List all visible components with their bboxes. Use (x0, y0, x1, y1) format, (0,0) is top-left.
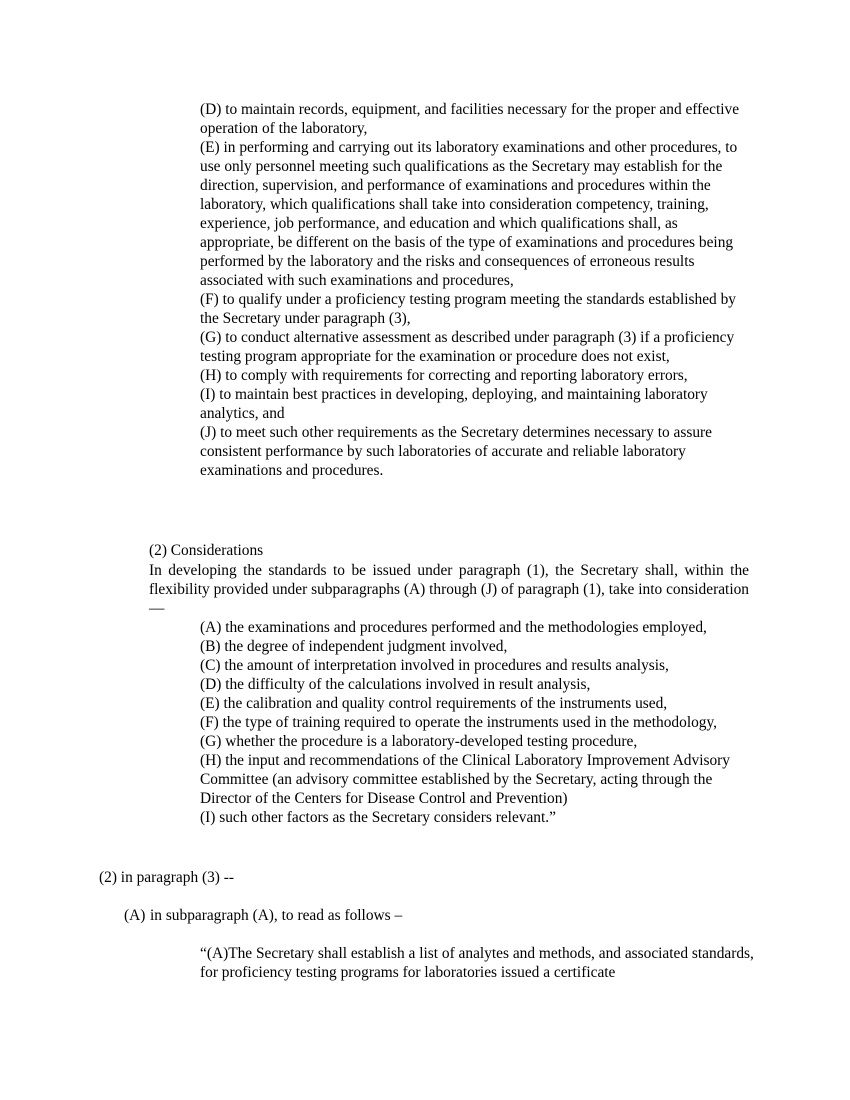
considerations-heading: (2) Considerations (149, 542, 264, 559)
item-g: (G) to conduct alternative assessment as described under paragraph (3) if a proficiency testing program appropriate for the examination or procedure does not exist, (200, 329, 735, 365)
requirements-list (200, 100, 755, 480)
item-e: (E) in performing and carrying out its laboratory examinations and other procedures, to use only personnel meeting such qualifications as the Secretary may establish for the direction, supervision, and performance of examinations and procedures within the laboratory, which qualifications shall take into consideration competency, training, experience, job performance, and education and which qualifications shall, as appropriate, be different on the basis of the type of examinations and procedures being performed by the laboratory and the risks and consequences of erroneous results associated with such examinations and procedures, (200, 139, 738, 289)
item-f: (F) to qualify under a proficiency testing program meeting the standards established by the Secretary under paragraph (3), (200, 291, 736, 327)
consideration-a: (A) the examinations and procedures performed and the methodologies employed, (200, 619, 707, 636)
amendment-subparagraph (124, 906, 402, 925)
subparagraph-text: in subparagraph (A), to read as follows – (150, 907, 403, 924)
consideration-g: (G) whether the procedure is a laboratory-developed testing procedure, (200, 733, 638, 750)
item-i: (I) to maintain best practices in developing, deploying, and maintaining laboratory analytics, and (200, 386, 708, 422)
consideration-h: (H) the input and recommendations of the Clinical Laboratory Improvement Advisory Committee (an advisory committee established by the Secretary, acting through the Director of the Centers for Disease Control and Prevention) (200, 752, 730, 807)
consideration-b: (B) the degree of independent judgment involved, (200, 638, 508, 655)
consideration-i: (I) such other factors as the Secretary considers relevant.” (200, 809, 556, 826)
quoted-amendment-text: “(A)The Secretary shall establish a list of analytes and methods, and associated standards, for proficiency testing programs for laboratories issued a certificate (200, 945, 754, 981)
consideration-f: (F) the type of training required to operate the instruments used in the methodology, (200, 714, 718, 731)
item-j: (J) to meet such other requirements as the Secretary determines necessary to assure consistent performance by such laboratories of accurate and reliable laboratory examinations and procedures. (200, 424, 712, 479)
item-d: (D) to maintain records, equipment, and facilities necessary for the proper and effective operation of the laboratory, (200, 101, 740, 137)
amendment-paragraph: (2) in paragraph (3) -- (99, 869, 235, 886)
consideration-e: (E) the calibration and quality control requirements of the instruments used, (200, 695, 668, 712)
considerations-list (200, 618, 755, 827)
item-h: (H) to comply with requirements for correcting and reporting laboratory errors, (200, 367, 688, 384)
subparagraph-label: (A) (124, 907, 146, 924)
consideration-d: (D) the difficulty of the calculations involved in result analysis, (200, 676, 591, 693)
consideration-c: (C) the amount of interpretation involved in procedures and results analysis, (200, 657, 669, 674)
considerations-intro: In developing the standards to be issued under paragraph (1), the Secretary shall, within the flexibility provided under subparagraphs (A) through (J) of paragraph (1), take into consideration— (149, 562, 749, 617)
